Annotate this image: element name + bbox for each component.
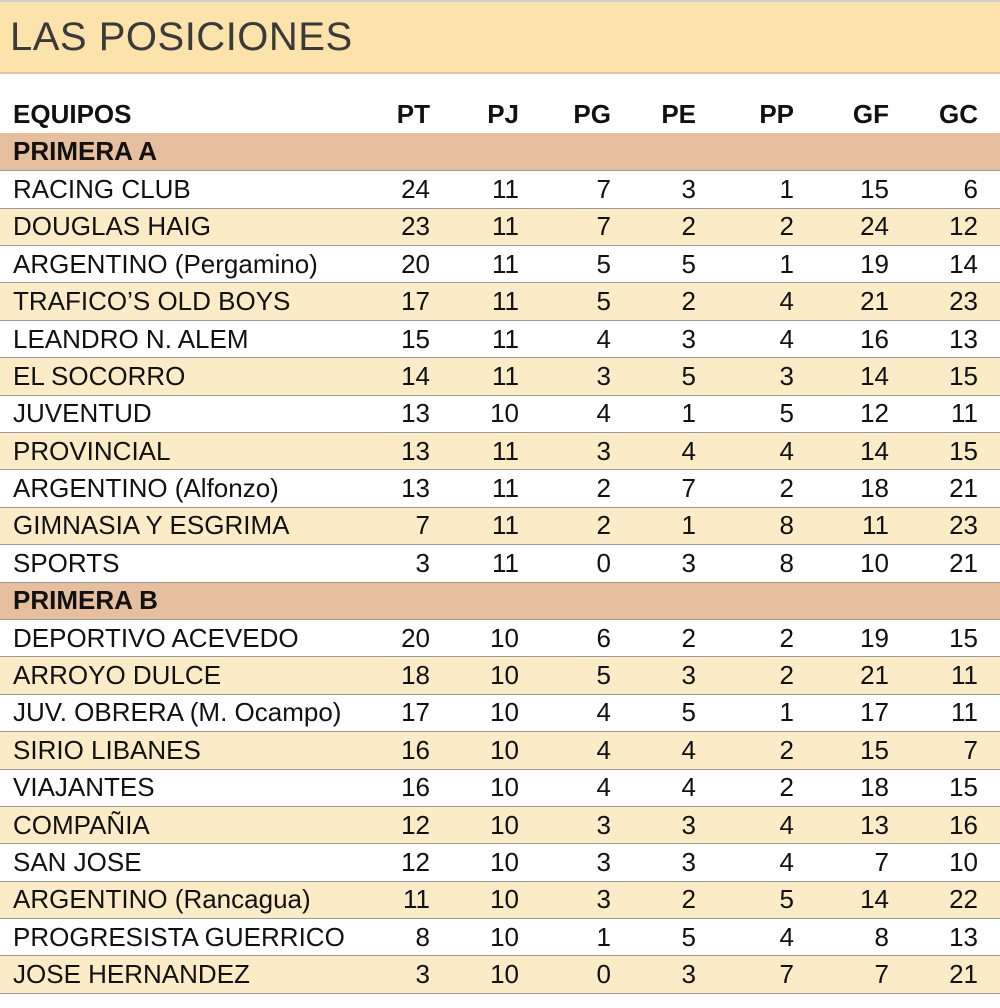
table-row (0, 732, 1000, 769)
stat-cell-gf: 14 (794, 433, 889, 470)
stat-cell-pe: 2 (611, 208, 696, 245)
stat-cell-pg: 7 (519, 208, 611, 245)
table-row (0, 470, 1000, 507)
table-row (0, 507, 1000, 544)
stat-cell-pg: 2 (519, 507, 611, 544)
stat-cell-pj: 11 (430, 171, 519, 208)
stat-cell-gf: 14 (794, 358, 889, 395)
stat-cell-gf: 21 (794, 283, 889, 320)
stat-cell-gc: 12 (889, 208, 1000, 245)
stat-cell-gf: 15 (794, 732, 889, 769)
stat-cell-pp: 5 (696, 395, 794, 432)
stat-cell-pt: 18 (375, 657, 430, 694)
team-name-cell: JUV. OBRERA (M. Ocampo) (0, 694, 375, 731)
stat-cell-pe: 5 (611, 358, 696, 395)
stat-cell-pp: 2 (696, 769, 794, 806)
stat-cell-gc: 15 (889, 433, 1000, 470)
stat-cell-pj: 11 (430, 246, 519, 283)
stat-cell-pj: 11 (430, 507, 519, 544)
stat-cell-pg: 4 (519, 320, 611, 357)
stat-cell-pg: 0 (519, 956, 611, 993)
stat-cell-pt: 8 (375, 919, 430, 956)
stat-cell-gf: 16 (794, 320, 889, 357)
stat-cell-pt: 16 (375, 769, 430, 806)
stat-cell-pe: 4 (611, 433, 696, 470)
stat-cell-gf: 18 (794, 769, 889, 806)
stat-cell-gc: 7 (889, 732, 1000, 769)
stat-cell-pj: 10 (430, 956, 519, 993)
stat-cell-pt: 17 (375, 694, 430, 731)
stat-cell-pp: 2 (696, 657, 794, 694)
team-name-cell: SAN JOSE (0, 844, 375, 881)
table-row (0, 619, 1000, 656)
stat-cell-pt: 23 (375, 208, 430, 245)
stat-cell-pj: 10 (430, 657, 519, 694)
team-name-cell: ARROYO DULCE (0, 657, 375, 694)
stat-cell-pj: 10 (430, 881, 519, 918)
stat-cell-pj: 10 (430, 694, 519, 731)
stat-cell-pe: 3 (611, 844, 696, 881)
stat-cell-pj: 10 (430, 769, 519, 806)
stat-cell-pe: 5 (611, 694, 696, 731)
stat-cell-pp: 4 (696, 433, 794, 470)
stat-cell-pe: 2 (611, 283, 696, 320)
stat-cell-pe: 5 (611, 246, 696, 283)
column-header-gf: GF (852, 99, 889, 130)
stat-cell-gc: 15 (889, 619, 1000, 656)
stat-cell-pp: 8 (696, 507, 794, 544)
stat-cell-gc: 22 (889, 881, 1000, 918)
stat-cell-pe: 4 (611, 732, 696, 769)
stat-cell-pe: 5 (611, 919, 696, 956)
table-row (0, 171, 1000, 208)
stat-cell-gc: 15 (889, 769, 1000, 806)
stat-cell-pp: 2 (696, 208, 794, 245)
stat-cell-pj: 11 (430, 208, 519, 245)
stat-cell-pj: 11 (430, 545, 519, 582)
stat-cell-pp: 4 (696, 320, 794, 357)
team-name-cell: DEPORTIVO ACEVEDO (0, 619, 375, 656)
stat-cell-gf: 17 (794, 694, 889, 731)
stat-cell-pe: 4 (611, 769, 696, 806)
stat-cell-pe: 3 (611, 657, 696, 694)
title-bar (0, 2, 1000, 74)
header-row (0, 96, 1000, 133)
stat-cell-pe: 1 (611, 507, 696, 544)
stat-cell-pg: 4 (519, 769, 611, 806)
column-header-pg: PG (573, 99, 611, 130)
team-name-cell: SIRIO LIBANES (0, 732, 375, 769)
stat-cell-gc: 16 (889, 806, 1000, 843)
stat-cell-pg: 3 (519, 806, 611, 843)
stat-cell-pt: 17 (375, 283, 430, 320)
stat-cell-gf: 13 (794, 806, 889, 843)
stat-cell-pe: 3 (611, 806, 696, 843)
stat-cell-pj: 11 (430, 470, 519, 507)
stat-cell-pp: 1 (696, 246, 794, 283)
stat-cell-pg: 2 (519, 470, 611, 507)
stat-cell-pp: 4 (696, 806, 794, 843)
table-row (0, 208, 1000, 245)
stat-cell-pe: 2 (611, 619, 696, 656)
stat-cell-gc: 6 (889, 171, 1000, 208)
stat-cell-pj: 10 (430, 806, 519, 843)
stat-cell-pg: 1 (519, 919, 611, 956)
table-row (0, 545, 1000, 582)
table-row (0, 433, 1000, 470)
stat-cell-pe: 3 (611, 320, 696, 357)
stat-cell-gf: 24 (794, 208, 889, 245)
stat-cell-pp: 4 (696, 844, 794, 881)
stat-cell-pp: 2 (696, 619, 794, 656)
team-name-cell: COMPAÑIA (0, 806, 375, 843)
stat-cell-gf: 7 (794, 956, 889, 993)
stat-cell-pg: 7 (519, 171, 611, 208)
team-name-cell: JUVENTUD (0, 395, 375, 432)
section-title: PRIMERA A (0, 133, 1000, 170)
table-row (0, 395, 1000, 432)
stat-cell-gf: 10 (794, 545, 889, 582)
stat-cell-gf: 15 (794, 171, 889, 208)
stat-cell-pj: 11 (430, 320, 519, 357)
page-title: LAS POSICIONES (10, 14, 353, 59)
stat-cell-gc: 13 (889, 320, 1000, 357)
stat-cell-pp: 7 (696, 956, 794, 993)
stat-cell-pj: 11 (430, 358, 519, 395)
team-name-cell: TRAFICO’S OLD BOYS (0, 283, 375, 320)
stat-cell-pg: 5 (519, 657, 611, 694)
table-row (0, 657, 1000, 694)
stat-cell-pj: 10 (430, 919, 519, 956)
stat-cell-pg: 3 (519, 881, 611, 918)
stat-cell-pg: 5 (519, 246, 611, 283)
stat-cell-gc: 21 (889, 956, 1000, 993)
stat-cell-pt: 13 (375, 433, 430, 470)
stat-cell-gf: 19 (794, 246, 889, 283)
section-header-row (0, 133, 1000, 170)
stat-cell-pp: 3 (696, 358, 794, 395)
stat-cell-pj: 10 (430, 395, 519, 432)
stat-cell-pj: 10 (430, 619, 519, 656)
team-name-cell: PROGRESISTA GUERRICO (0, 919, 375, 956)
column-header-pt: PT (396, 99, 430, 130)
column-header-pe: PE (661, 99, 696, 130)
stat-cell-pt: 15 (375, 320, 430, 357)
stat-cell-gf: 18 (794, 470, 889, 507)
team-name-cell: GIMNASIA Y ESGRIMA (0, 507, 375, 544)
team-name-cell: VIAJANTES (0, 769, 375, 806)
table-row (0, 769, 1000, 806)
standings-table (0, 96, 1000, 994)
stat-cell-pt: 13 (375, 395, 430, 432)
stat-cell-pt: 3 (375, 545, 430, 582)
team-name-cell: ARGENTINO (Pergamino) (0, 246, 375, 283)
stat-cell-pt: 13 (375, 470, 430, 507)
team-name-cell: PROVINCIAL (0, 433, 375, 470)
stat-cell-gf: 8 (794, 919, 889, 956)
table-row (0, 694, 1000, 731)
team-name-cell: JOSE HERNANDEZ (0, 956, 375, 993)
stat-cell-pp: 8 (696, 545, 794, 582)
stat-cell-gc: 11 (889, 694, 1000, 731)
stat-cell-pt: 14 (375, 358, 430, 395)
stat-cell-pp: 4 (696, 283, 794, 320)
table-row (0, 881, 1000, 918)
table-row (0, 283, 1000, 320)
stat-cell-pj: 10 (430, 732, 519, 769)
stat-cell-gc: 21 (889, 470, 1000, 507)
stat-cell-pg: 3 (519, 433, 611, 470)
stat-cell-pj: 11 (430, 433, 519, 470)
stat-cell-pt: 11 (375, 881, 430, 918)
stat-cell-gc: 11 (889, 395, 1000, 432)
team-name-cell: ARGENTINO (Alfonzo) (0, 470, 375, 507)
stat-cell-gf: 11 (794, 507, 889, 544)
stat-cell-pt: 3 (375, 956, 430, 993)
stat-cell-pe: 1 (611, 395, 696, 432)
stat-cell-gc: 23 (889, 283, 1000, 320)
table-row (0, 956, 1000, 993)
stat-cell-pe: 3 (611, 956, 696, 993)
stat-cell-gf: 21 (794, 657, 889, 694)
stat-cell-pg: 3 (519, 358, 611, 395)
team-name-cell: ARGENTINO (Rancagua) (0, 881, 375, 918)
table-body (0, 133, 1000, 993)
stat-cell-gc: 14 (889, 246, 1000, 283)
stat-cell-gf: 19 (794, 619, 889, 656)
team-name-cell: RACING CLUB (0, 171, 375, 208)
team-name-cell: EL SOCORRO (0, 358, 375, 395)
stat-cell-pp: 5 (696, 881, 794, 918)
stat-cell-pg: 4 (519, 732, 611, 769)
stat-cell-gc: 21 (889, 545, 1000, 582)
stat-cell-pt: 12 (375, 806, 430, 843)
stat-cell-pt: 7 (375, 507, 430, 544)
stat-cell-pg: 5 (519, 283, 611, 320)
stat-cell-gc: 10 (889, 844, 1000, 881)
team-name-cell: DOUGLAS HAIG (0, 208, 375, 245)
stat-cell-pp: 1 (696, 694, 794, 731)
stat-cell-pt: 16 (375, 732, 430, 769)
stat-cell-pj: 11 (430, 283, 519, 320)
stat-cell-gc: 15 (889, 358, 1000, 395)
stat-cell-gc: 11 (889, 657, 1000, 694)
stat-cell-pe: 3 (611, 171, 696, 208)
stat-cell-gf: 7 (794, 844, 889, 881)
stat-cell-pj: 10 (430, 844, 519, 881)
stat-cell-pp: 2 (696, 732, 794, 769)
section-header-row (0, 582, 1000, 619)
stat-cell-pt: 20 (375, 619, 430, 656)
stat-cell-pt: 24 (375, 171, 430, 208)
section-title: PRIMERA B (0, 582, 1000, 619)
column-header-pp: PP (759, 99, 794, 130)
table-row (0, 246, 1000, 283)
column-header-equipos: EQUIPOS (13, 99, 132, 130)
stat-cell-gf: 12 (794, 395, 889, 432)
stat-cell-gc: 23 (889, 507, 1000, 544)
stat-cell-pe: 3 (611, 545, 696, 582)
stat-cell-pe: 2 (611, 881, 696, 918)
column-header-pj: PJ (487, 99, 519, 130)
stat-cell-pp: 4 (696, 919, 794, 956)
table-row (0, 844, 1000, 881)
stat-cell-pg: 4 (519, 694, 611, 731)
table-row (0, 358, 1000, 395)
stat-cell-pe: 7 (611, 470, 696, 507)
stat-cell-pg: 4 (519, 395, 611, 432)
table-row (0, 919, 1000, 956)
column-header-gc: GC (939, 99, 978, 130)
stat-cell-pp: 2 (696, 470, 794, 507)
stat-cell-pt: 12 (375, 844, 430, 881)
stat-cell-pt: 20 (375, 246, 430, 283)
stat-cell-gf: 14 (794, 881, 889, 918)
stat-cell-pg: 6 (519, 619, 611, 656)
table-row (0, 320, 1000, 357)
stat-cell-pg: 3 (519, 844, 611, 881)
team-name-cell: SPORTS (0, 545, 375, 582)
stat-cell-pg: 0 (519, 545, 611, 582)
team-name-cell: LEANDRO N. ALEM (0, 320, 375, 357)
stat-cell-gc: 13 (889, 919, 1000, 956)
stat-cell-pp: 1 (696, 171, 794, 208)
table-row (0, 806, 1000, 843)
